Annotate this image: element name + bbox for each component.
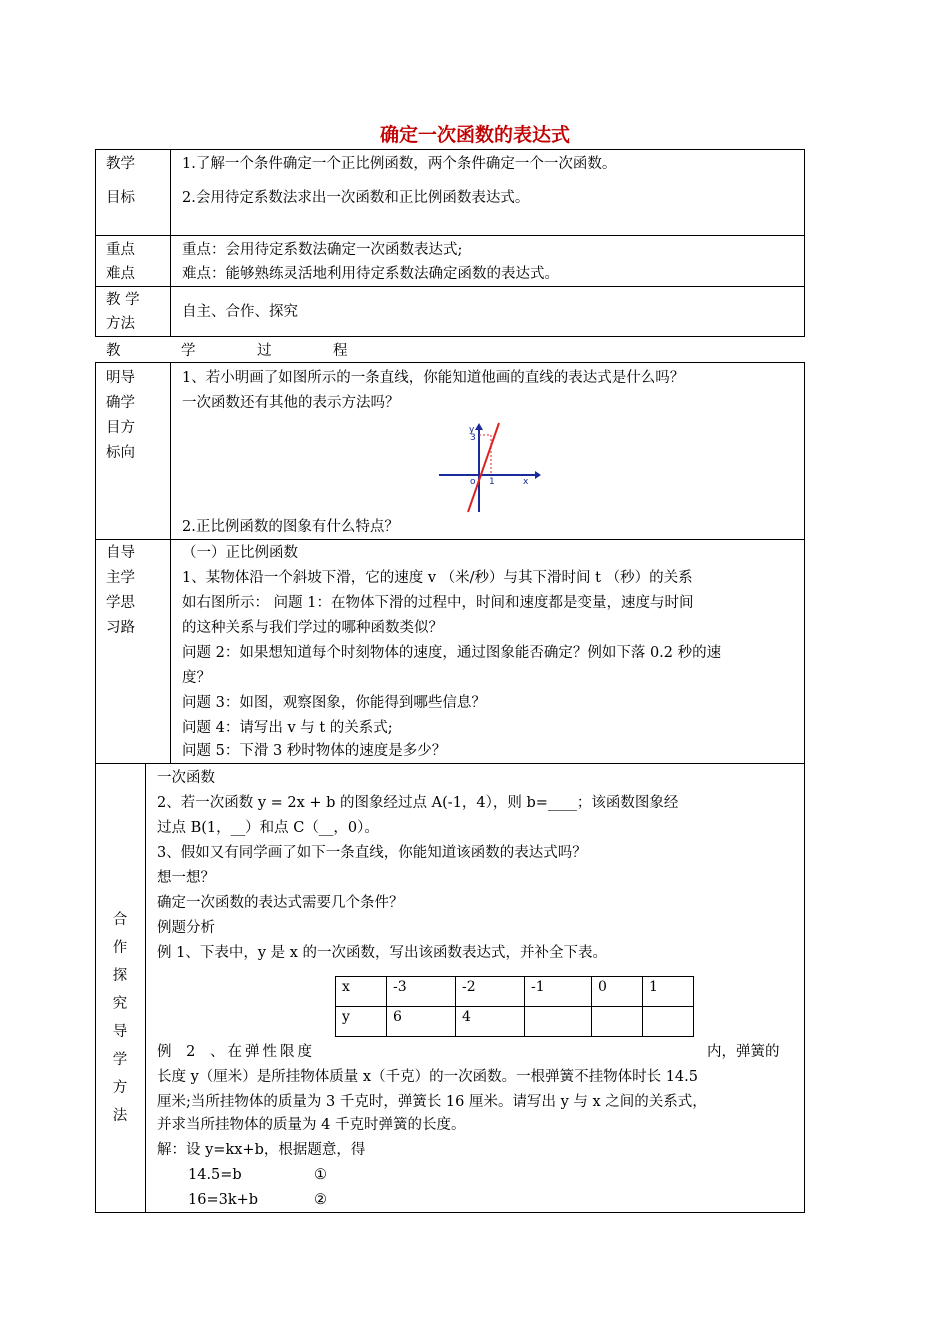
table-cell: 6 [387, 1007, 456, 1037]
section2-line: 的这种关系与我们学过的哪种函数类似？ [182, 620, 443, 636]
section1-label-3: 目方 [106, 420, 135, 436]
section2-line: 问题 2：如果想知道每个时刻物体的速度，通过图象能否确定？例如下落 0.2 秒的速 [182, 645, 722, 661]
key-point-text: 重点：会用待定系数法确定一次函数表达式; [182, 242, 463, 258]
section3-line: 确定一次函数的表达式需要几个条件？ [157, 895, 404, 911]
objectives-label-2: 目标 [106, 190, 135, 206]
x-axis-arrow [535, 471, 541, 479]
section3-line: 例题分析 [157, 920, 215, 936]
row-divider [95, 539, 805, 540]
objective-item-2: 2.会用待定系数法求出一次函数和正比例函数表达式。 [182, 190, 530, 206]
y-tick-label: 3 [470, 433, 476, 443]
section3-label-4: 究 [112, 996, 128, 1012]
x-tick-label: 1 [489, 477, 495, 487]
section2-line: 如右图所示： 问题 1：在物体下滑的过程中，时间和速度都是变量，速度与时间 [182, 595, 694, 611]
section2-line: 1、某物体沿一个斜坡下滑，它的速度 v （米/秒）与其下滑时间 t （秒）的关系 [182, 570, 693, 586]
table-row [336, 1007, 694, 1037]
y-axis-arrow [475, 423, 483, 430]
table-cell: y [336, 1007, 387, 1037]
origin-label: o [470, 477, 476, 487]
section2-label-3: 学思 [106, 595, 135, 611]
section2-line: 问题 4：请写出 v 与 t 的关系式; [182, 720, 393, 736]
section2-label-1: 自导 [106, 545, 135, 561]
equation-1: 14.5=b [188, 1167, 242, 1183]
difficulty-text: 难点：能够熟练灵活地利用待定系数法确定函数的表达式。 [182, 266, 559, 282]
methods-label-2: 方法 [106, 316, 135, 332]
section2-label-4: 习路 [106, 620, 135, 636]
process-header-2: 学 [181, 343, 196, 359]
section3-label-6: 学 [112, 1052, 128, 1068]
row-divider [95, 286, 805, 287]
table-cell: -1 [525, 977, 592, 1007]
example-table [335, 976, 694, 1037]
section1-label-1: 明导 [106, 370, 135, 386]
objectives-label-1: 教学 [106, 156, 135, 172]
section1-question-1: 1、若小明画了如图所示的一条直线，你能知道他画的直线的表达式是什么吗？ [182, 370, 685, 386]
section-divider [170, 362, 171, 763]
equation-2: 16=3k+b [188, 1192, 259, 1208]
section3-label-1: 合 [112, 912, 128, 928]
section1-label-2: 确学 [106, 395, 135, 411]
section1-question-2: 2.正比例函数的图象有什么特点？ [182, 519, 399, 535]
row-divider [95, 235, 805, 236]
section3-line: 厘米;当所挂物体的质量为 3 千克时，弹簧长 16 厘米。请写出 y 与 x 之间的关系式， [157, 1094, 707, 1110]
table-row [336, 977, 694, 1007]
section3-label-5: 导 [112, 1024, 128, 1040]
section3-line: 长度 y（厘米）是所挂物体质量 x（千克）的一次函数。一根弹簧不挂物体时长 14.5 [157, 1069, 698, 1085]
section3-label-3: 探 [112, 968, 128, 984]
process-header-3: 过 [257, 343, 272, 359]
section2-line: （一）正比例函数 [182, 545, 298, 561]
section3-label-7: 方 [112, 1080, 128, 1096]
methods-text: 自主、合作、探究 [182, 304, 298, 320]
table-cell [525, 1007, 592, 1037]
y-axis-label: y [469, 425, 475, 435]
keypoints-label-2: 难点 [106, 266, 135, 282]
section3-label-2: 作 [112, 940, 128, 956]
section2-line: 问题 5：下滑 3 秒时物体的速度是多少？ [182, 743, 447, 759]
table-cell: 0 [592, 977, 643, 1007]
equation-1-mark: ① [314, 1167, 327, 1183]
equation-2-mark: ② [314, 1192, 327, 1208]
section3-line: 例 1、下表中，y 是 x 的一次函数，写出该函数表达式，并补全下表。 [157, 945, 608, 961]
section2-line: 问题 3：如图，观察图象，你能得到哪些信息？ [182, 695, 486, 711]
table-cell: x [336, 977, 387, 1007]
x-axis-label: x [523, 477, 529, 487]
table-cell: -3 [387, 977, 456, 1007]
section2-label-2: 主学 [106, 570, 135, 586]
process-header-1: 教 [106, 343, 121, 359]
section1-question-1b: 一次函数还有其他的表示方法吗？ [182, 395, 400, 411]
table-cell: 4 [456, 1007, 525, 1037]
section-divider [145, 763, 146, 1213]
keypoints-label-1: 重点 [106, 242, 135, 258]
table-cell [643, 1007, 694, 1037]
methods-label-1: 教 学 [106, 292, 140, 308]
table-cell: 1 [643, 977, 694, 1007]
example2-intro-right: 内，弹簧的 [707, 1044, 780, 1060]
section1-label-4: 标向 [106, 445, 135, 461]
overview-divider [170, 149, 171, 337]
section3-line: 3、假如又有同学画了如下一条直线，你能知道该函数的表达式吗？ [157, 845, 587, 861]
process-header-4: 程 [333, 343, 348, 359]
example2-intro-left: 例 2 、在弹性限度 [157, 1044, 315, 1060]
section3-line: 并求当所挂物体的质量为 4 千克时弹簧的长度。 [157, 1117, 466, 1133]
section2-line: 度？ [182, 670, 211, 686]
line-graph [435, 420, 545, 515]
table-cell [592, 1007, 643, 1037]
section3-line: 一次函数 [157, 770, 215, 786]
section3-line: 2、若一次函数 y = 2x + b 的图象经过点 A(-1，4），则 b=____；该函数图象经 [157, 795, 679, 811]
page-title: 确定一次函数的表达式 [379, 124, 570, 146]
objective-item-1: 1.了解一个条件确定一个正比例函数，两个条件确定一个一次函数。 [182, 156, 617, 172]
section3-line: 解：设 y=kx+b，根据题意，得 [157, 1142, 366, 1158]
table-cell: -2 [456, 977, 525, 1007]
row-divider [95, 763, 805, 764]
section3-line: 过点 B(1，__）和点 C（__，0）。 [157, 820, 379, 836]
section3-line: 想一想？ [157, 870, 215, 886]
section3-label-8: 法 [112, 1108, 128, 1124]
